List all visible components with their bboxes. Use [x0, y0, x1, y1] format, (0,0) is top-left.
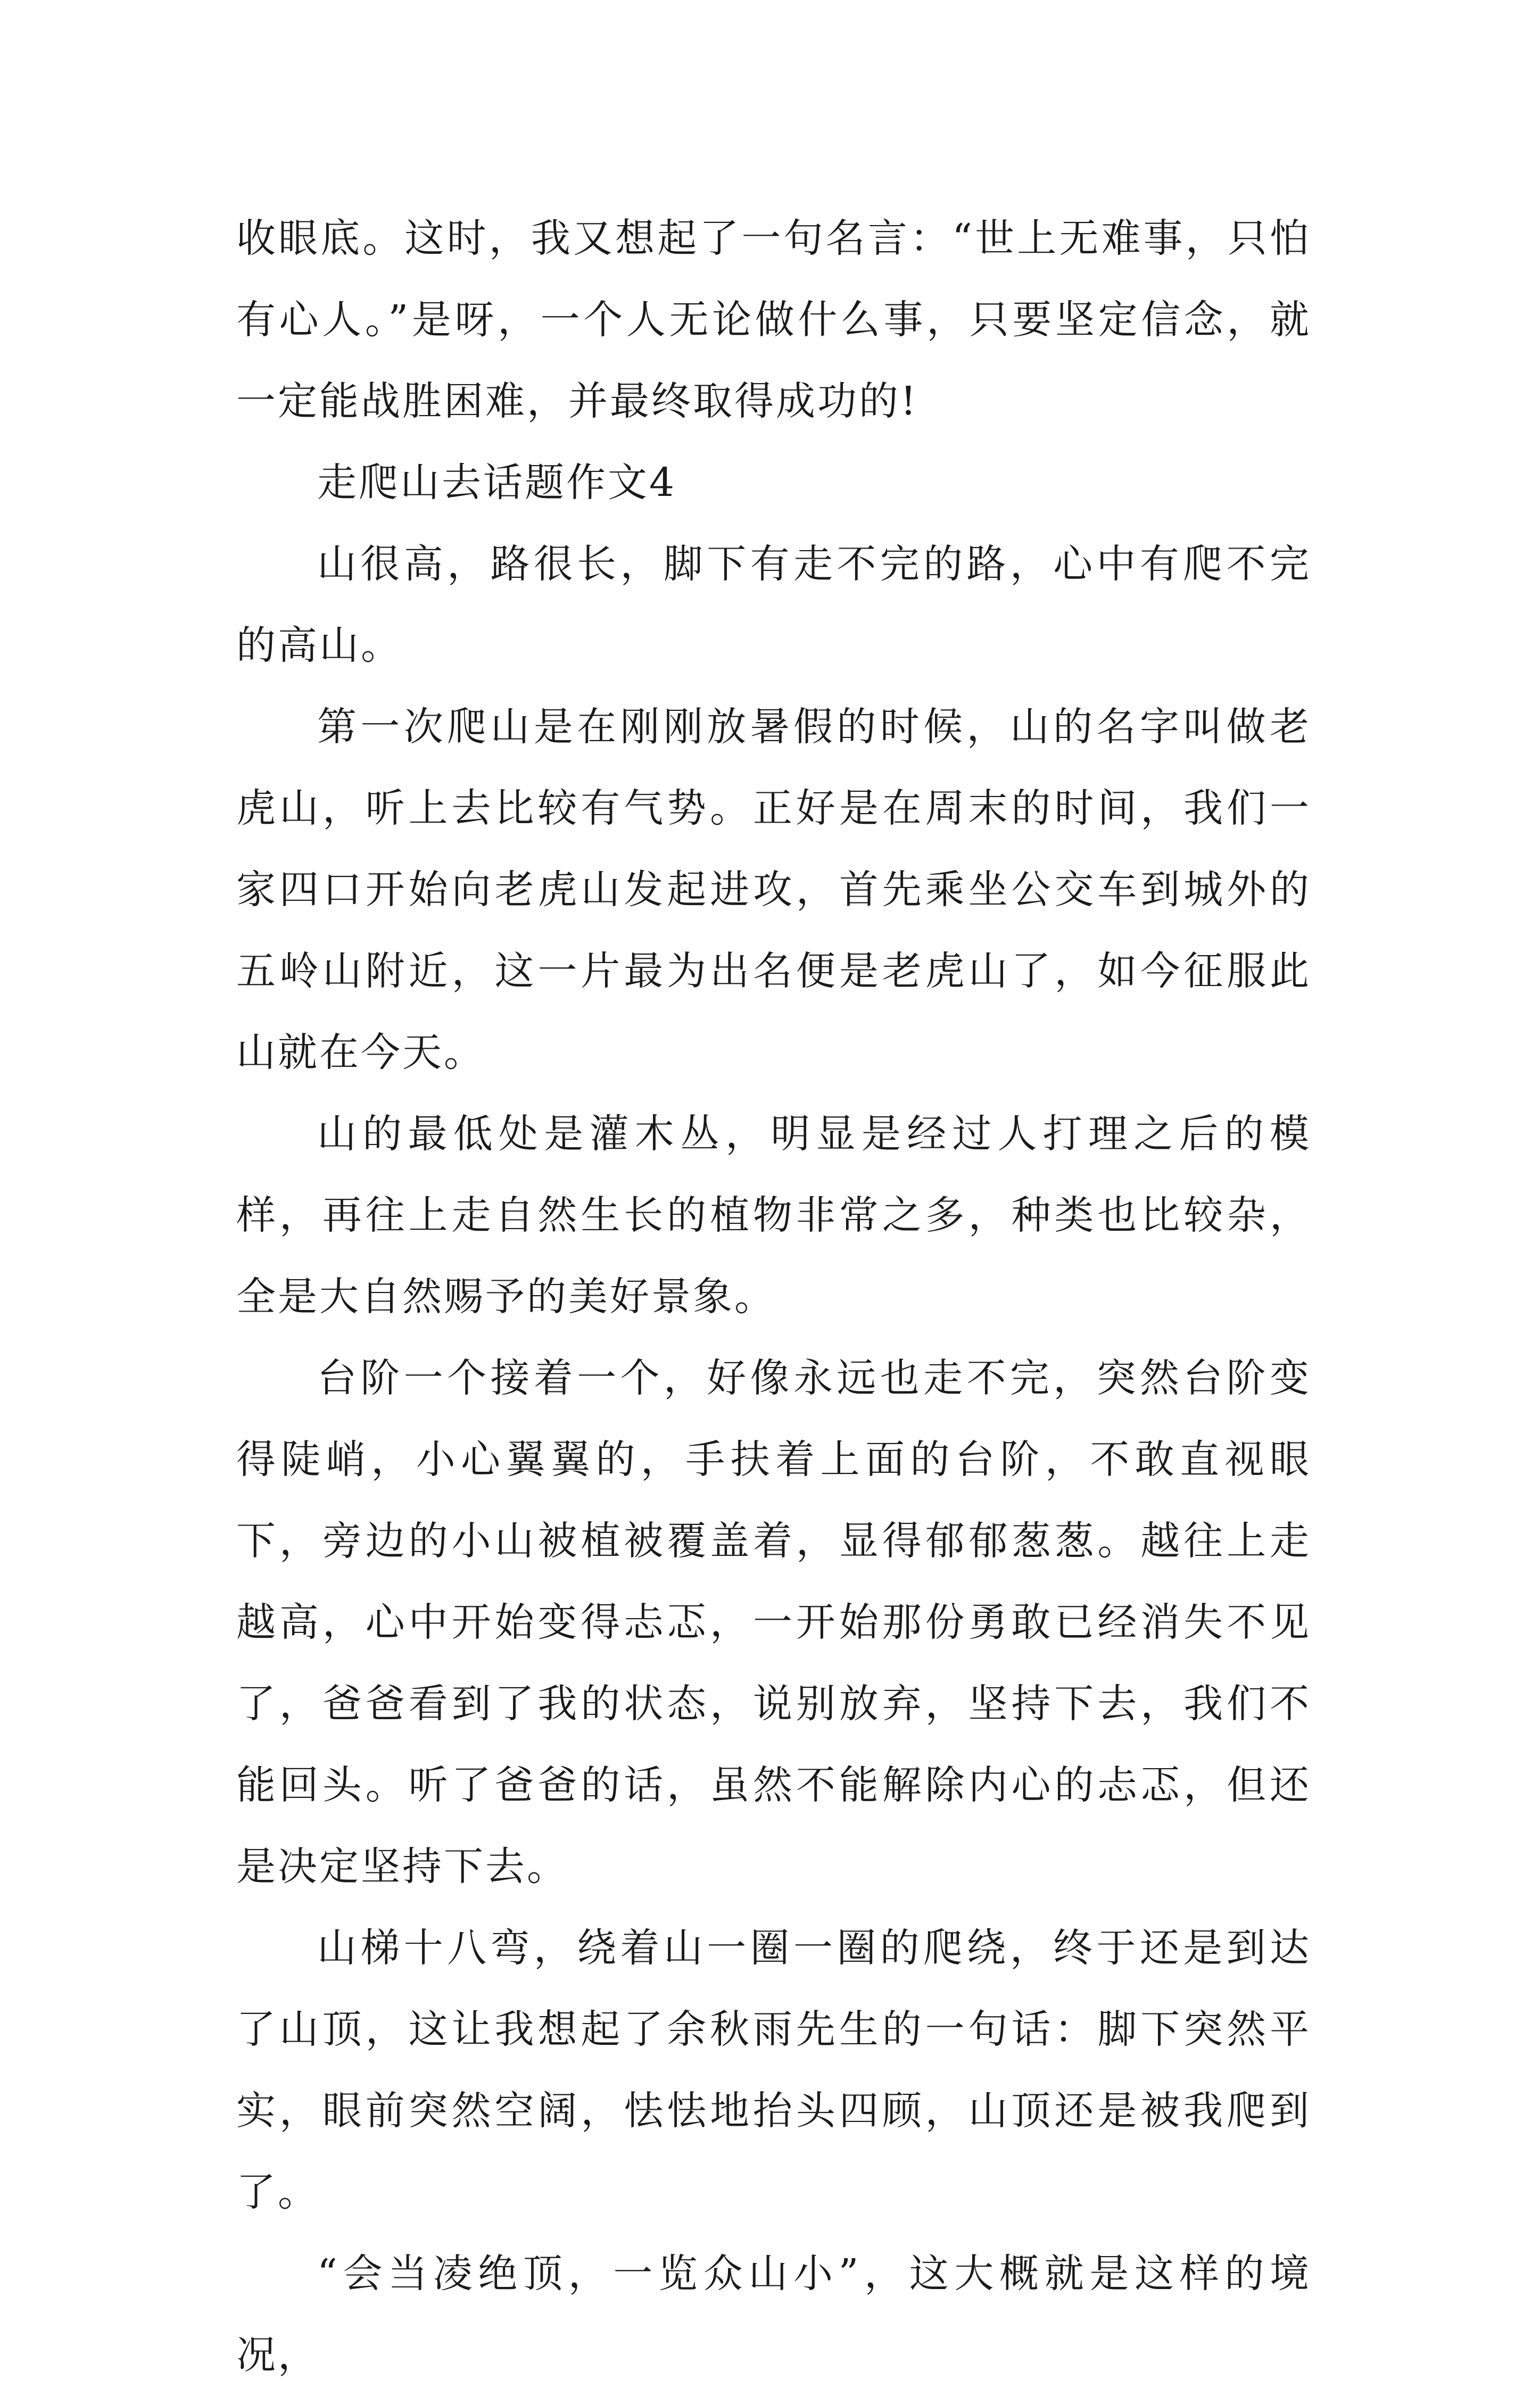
section-heading: 走爬山去话题作文4 — [317, 460, 677, 505]
paragraph-5: 台阶一个接着一个，好像永远也走不完，突然台阶变得陡峭，小心翼翼的，手扶着上面的台阶，不敢直视眼下，旁边的小山被植被覆盖着，显得郁郁葱葱。越往上走越高，心中开始变得忐忑，一开始那份勇敢已经消失不见了，爸爸看到了我的状态，说别放弃，坚持下去，我们不能回头。听了爸爸的话，虽然不能解除内心的忐忑，但还是决定坚持下去。 — [236, 1355, 1311, 1889]
document-body — [236, 198, 1311, 2396]
paragraph-6: 山梯十八弯，绕着山一圈一圈的爬绕，终于还是到达了山顶，这让我想起了余秋雨先生的一句话：脚下突然平实，眼前突然空阔，怯怯地抬头四顾，山顶还是被我爬到了。 — [236, 1925, 1311, 2215]
paragraph-7: “会当凌绝顶，一览众山小”，这大概就是这样的境况， — [236, 2251, 1311, 2378]
paragraph-1: 收眼底。这时，我又想起了一句名言：“世上无难事，只怕有心人。”是呀，一个人无论做什么事，只要坚定信念，就一定能战胜困难，并最终取得成功的! — [236, 215, 1311, 424]
paragraph-3: 第一次爬山是在刚刚放暑假的时候，山的名字叫做老虎山，听上去比较有气势。正好是在周末的时间，我们一家四口开始向老虎山发起进攻，首先乘坐公交车到城外的五岭山附近，这一片最为出名便是老虎山了，如今征服此山就在今天。 — [236, 704, 1311, 1075]
paragraph-4: 山的最低处是灌木丛，明显是经过人打理之后的模样，再往上走自然生长的植物非常之多，种类也比较杂，全是大自然赐予的美好景象。 — [236, 1111, 1311, 1320]
paragraph-2: 山很高，路很长，脚下有走不完的路，心中有爬不完的高山。 — [236, 541, 1311, 668]
